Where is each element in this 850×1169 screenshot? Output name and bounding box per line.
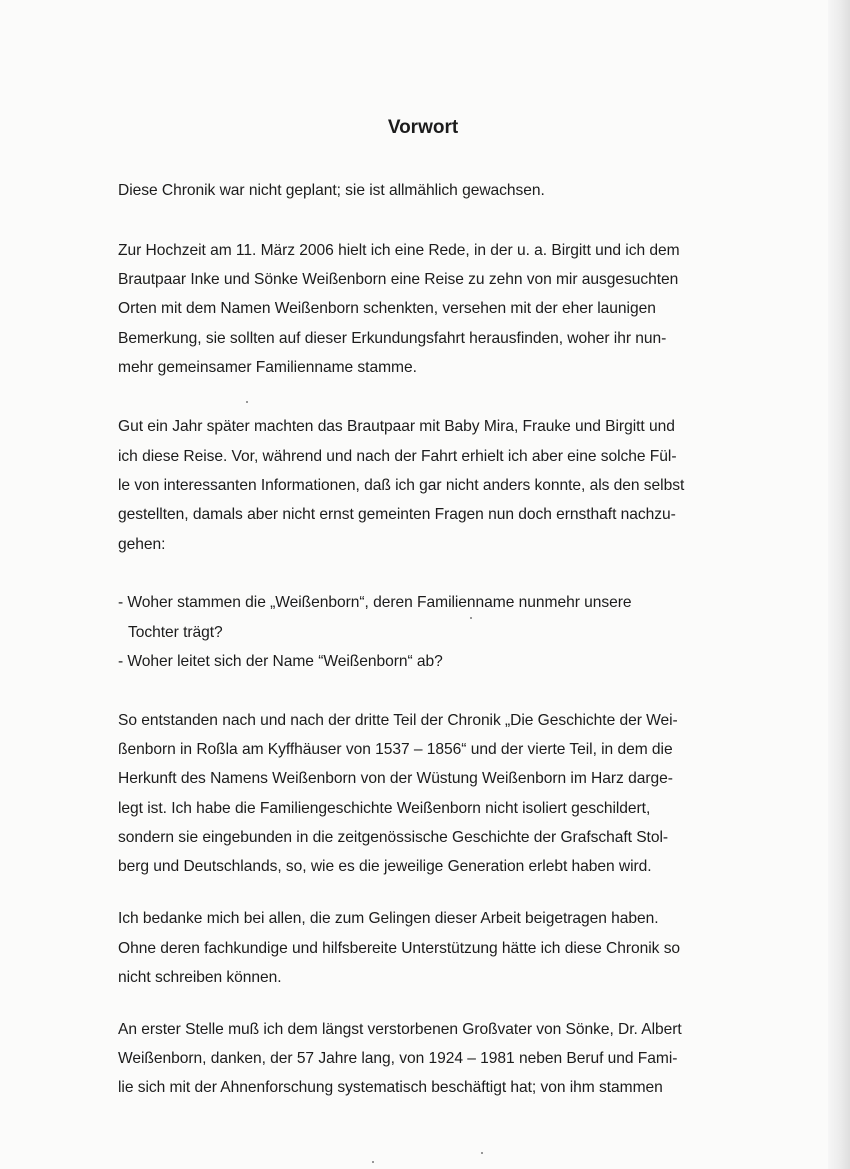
text-line: nicht schreiben können. bbox=[118, 969, 282, 986]
text-line: An erster Stelle muß ich dem längst verstorbenen Großvater von Sönke, Dr. Albert bbox=[118, 1021, 682, 1038]
text-line: So entstanden nach und nach der dritte Teil der Chronik „Die Geschichte der Wei- bbox=[118, 712, 678, 729]
text-line: ßenborn in Roßla am Kyffhäuser von 1537 – 1856“ und der vierte Teil, in dem die bbox=[118, 741, 673, 758]
list-item: - Woher stammen die „Weißenborn“, deren Familienname nunmehr unsere bbox=[118, 594, 632, 611]
text-line: Zur Hochzeit am 11. März 2006 hielt ich eine Rede, in der u. a. Birgitt und ich dem bbox=[118, 242, 680, 259]
scan-speck bbox=[372, 1161, 374, 1163]
text-line: Herkunft des Namens Weißenborn von der Wüstung Weißenborn im Harz darge- bbox=[118, 770, 673, 787]
text-line: Orten mit dem Namen Weißenborn schenkten, versehen mit der eher launigen bbox=[118, 300, 656, 317]
list-item: - Woher leitet sich der Name “Weißenborn“ ab? bbox=[118, 653, 443, 670]
text-line: lie sich mit der Ahnenforschung systematisch beschäftigt hat; von ihm stammen bbox=[118, 1079, 663, 1096]
text-line: Diese Chronik war nicht geplant; sie ist allmählich gewachsen. bbox=[118, 182, 545, 199]
text-line: ich diese Reise. Vor, während und nach der Fahrt erhielt ich aber eine solche Fül- bbox=[118, 448, 677, 465]
scan-speck bbox=[481, 1152, 483, 1154]
list-item-continuation: Tochter trägt? bbox=[128, 624, 223, 641]
scan-speck bbox=[470, 617, 472, 619]
text-line: Ich bedanke mich bei allen, die zum Gelingen dieser Arbeit beigetragen haben. bbox=[118, 910, 659, 927]
page-title: Vorwort bbox=[387, 117, 459, 138]
text-line: Gut ein Jahr später machten das Brautpaar mit Baby Mira, Frauke und Birgitt und bbox=[118, 418, 675, 435]
scan-speck bbox=[246, 401, 248, 403]
text-line: Weißenborn, danken, der 57 Jahre lang, von 1924 – 1981 neben Beruf und Fami- bbox=[118, 1050, 678, 1067]
text-line: le von interessanten Informationen, daß ich gar nicht anders konnte, als den selbst bbox=[118, 477, 685, 494]
text-line: gestellten, damals aber nicht ernst gemeinten Fragen nun doch ernsthaft nachzu- bbox=[118, 506, 676, 523]
text-line: gehen: bbox=[118, 536, 166, 553]
text-line: Ohne deren fachkundige und hilfsbereite Unterstützung hätte ich diese Chronik so bbox=[118, 940, 681, 957]
page-edge-shadow bbox=[828, 0, 850, 1169]
text-line: mehr gemeinsamer Familienname stamme. bbox=[118, 359, 417, 376]
text-line: Brautpaar Inke und Sönke Weißenborn eine Reise zu zehn von mir ausgesuchten bbox=[118, 271, 679, 288]
text-line: sondern sie eingebunden in die zeitgenössische Geschichte der Grafschaft Stol- bbox=[118, 829, 669, 846]
text-line: legt ist. Ich habe die Familiengeschichte Weißenborn nicht isoliert geschildert, bbox=[118, 800, 651, 817]
text-line: Bemerkung, sie sollten auf dieser Erkundungsfahrt herausfinden, woher ihr nun- bbox=[118, 330, 667, 347]
text-line: berg und Deutschlands, so, wie es die jeweilige Generation erlebt haben wird. bbox=[118, 858, 652, 875]
